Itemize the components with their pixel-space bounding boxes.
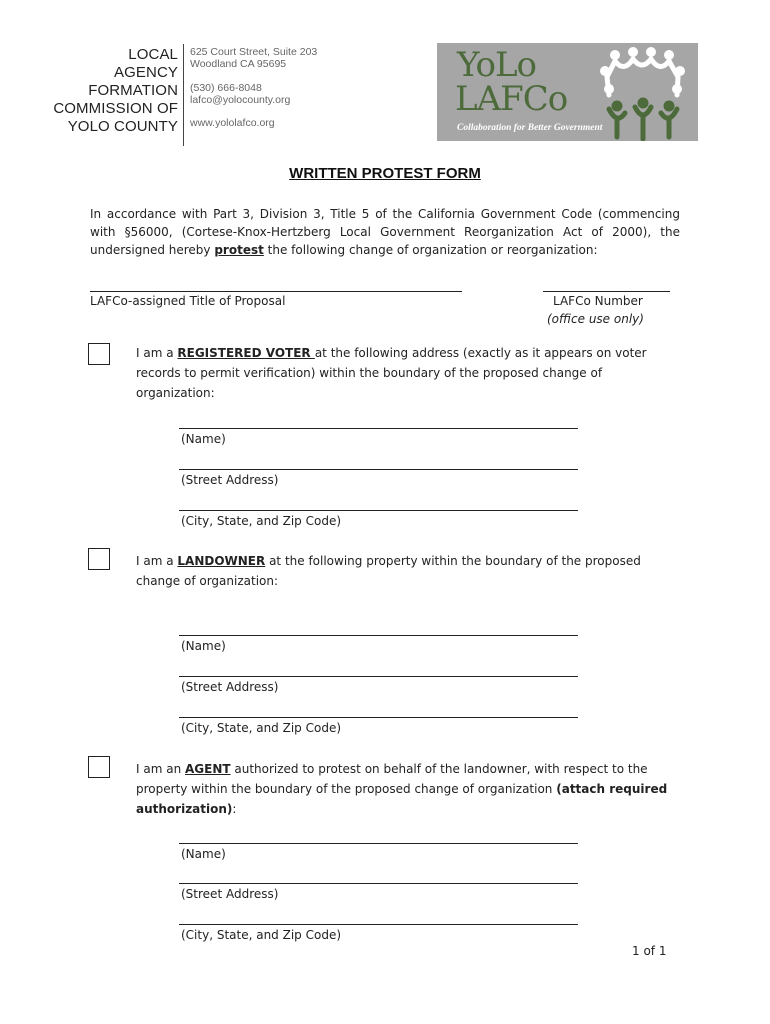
agency-name-line-4: COMMISSION OF	[53, 100, 178, 117]
agent-text	[136, 759, 676, 819]
voter-city-line[interactable]	[179, 510, 578, 511]
intro-text: In accordance with Part 3, Division 3, Title 5 of the California Government Code (commencing with §56000, (Cortese-Knox-Hertzberg Local Government Reorganization Act of 2000), the undersigned hereby	[90, 207, 680, 257]
option-prefix: I am a	[136, 346, 178, 360]
agent-street-line[interactable]	[179, 883, 578, 884]
agent-keyword: AGENT	[184, 762, 231, 776]
phone: (530) 666-8048	[190, 82, 262, 94]
landowner-city-line[interactable]	[179, 717, 578, 718]
voter-street-label: (Street Address)	[181, 473, 279, 487]
proposal-title-label: LAFCo-assigned Title of Proposal	[90, 294, 286, 308]
agency-name-line-1: LOCAL	[128, 46, 178, 63]
people-figures-icon	[437, 43, 698, 141]
agent-attach-note: (attach required authorization)	[136, 782, 668, 816]
address-line-1: 625 Court Street, Suite 203	[190, 46, 318, 58]
agent-name-label: (Name)	[181, 847, 226, 861]
agency-name-line-5: YOLO COUNTY	[67, 118, 178, 135]
address-line-2: Woodland CA 95695	[190, 58, 287, 70]
voter-street-line[interactable]	[179, 469, 578, 470]
agency-name-line-3: FORMATION	[88, 82, 178, 99]
agent-city-label: (City, State, and Zip Code)	[181, 928, 342, 942]
agent-street-label: (Street Address)	[181, 887, 279, 901]
agent-checkbox[interactable]	[88, 756, 110, 778]
lafco-number-note: (office use only)	[547, 312, 644, 326]
lafco-number-line[interactable]	[543, 291, 670, 292]
intro-paragraph	[90, 205, 680, 259]
logo-word-yolo: YoLo	[457, 45, 537, 85]
header-divider	[183, 44, 184, 146]
landowner-street-line[interactable]	[179, 676, 578, 677]
landowner-name-line[interactable]	[179, 635, 578, 636]
option-text: authorized to protest on behalf of the landowner, with respect to the property within the boundary of the proposed change of organization	[136, 762, 648, 796]
landowner-checkbox[interactable]	[88, 548, 110, 570]
logo-tagline: Collaboration for Better Government	[457, 123, 603, 133]
registered-voter-text	[136, 343, 676, 403]
website: www.yololafco.org	[190, 117, 275, 129]
agent-city-line[interactable]	[179, 924, 578, 925]
email: lafco@yolocounty.org	[190, 94, 291, 106]
option-end: :	[232, 802, 237, 816]
form-title: WRITTEN PROTEST FORM	[289, 165, 481, 182]
option-text: at the following property within the boundary of the proposed change of organization:	[136, 554, 641, 588]
landowner-street-label: (Street Address)	[181, 680, 279, 694]
voter-name-label: (Name)	[181, 432, 226, 446]
proposal-title-line[interactable]	[90, 291, 462, 292]
lafco-number-label: LAFCo Number	[553, 294, 643, 308]
registered-voter-keyword: REGISTERED VOTER	[177, 346, 315, 360]
landowner-text	[136, 551, 676, 591]
voter-name-line[interactable]	[179, 428, 578, 429]
logo-word-lafco: LAFCo	[455, 79, 568, 119]
option-text: at the following address (exactly as it appears on voter records to permit verification) within the boundary of the proposed change of organization:	[136, 346, 647, 400]
option-prefix: I am a	[136, 554, 178, 568]
intro-text-end: the following change of organization or reorganization:	[263, 243, 598, 257]
option-prefix: I am an	[136, 762, 185, 776]
landowner-keyword: LANDOWNER	[177, 554, 266, 568]
landowner-city-label: (City, State, and Zip Code)	[181, 721, 342, 735]
page-number: 1 of 1	[632, 944, 667, 958]
voter-city-label: (City, State, and Zip Code)	[181, 514, 342, 528]
intro-protest-word: protest	[214, 243, 264, 257]
yolo-lafco-logo	[437, 43, 698, 141]
registered-voter-checkbox[interactable]	[88, 343, 110, 365]
agency-name-line-2: AGENCY	[114, 64, 178, 81]
agent-name-line[interactable]	[179, 843, 578, 844]
landowner-name-label: (Name)	[181, 639, 226, 653]
